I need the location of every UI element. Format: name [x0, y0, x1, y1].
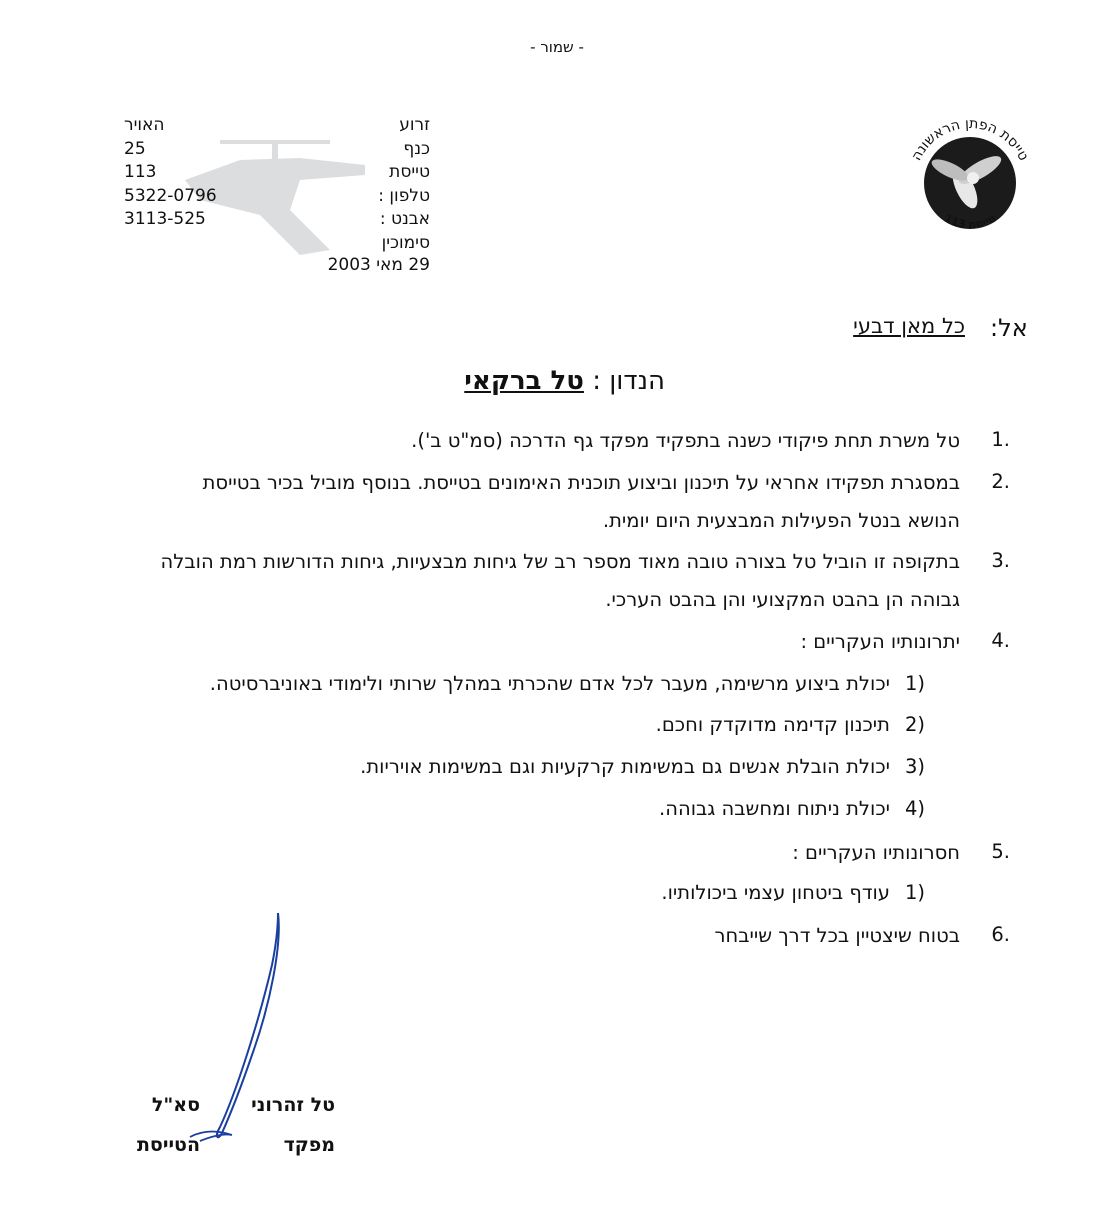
- label-phone: טלפון :: [378, 185, 430, 206]
- advantage-number: 4): [904, 797, 925, 820]
- subject-label: הנדון :: [592, 366, 665, 396]
- paragraph-line: בטוח שיצטיין בכל דרך שייבחר: [714, 924, 960, 947]
- paragraph-5: [90, 834, 960, 872]
- paragraph-number: 3.: [991, 549, 1010, 572]
- subject-line: [400, 366, 665, 396]
- paragraph-number: 6.: [991, 923, 1010, 946]
- emblem-bottom-text: טייסת 113: [942, 211, 998, 232]
- advantage-number: 2): [904, 713, 925, 736]
- paragraph-number: 5.: [991, 840, 1010, 863]
- label-avnet: אבנט :: [379, 209, 430, 229]
- advantage-item: יכולת הובלת אנשים גם במשימות קרקעיות וגם במשימות אויריות.: [360, 755, 890, 778]
- paragraph-3: [70, 543, 960, 619]
- advantage-number: 3): [904, 755, 925, 778]
- subject-name: טל ברקאי: [464, 366, 584, 396]
- value-avnet: 3113-525: [124, 209, 206, 229]
- classification-marking: - שמור -: [530, 38, 584, 56]
- label-wing: כנף: [403, 138, 430, 159]
- signer-unit: הטייסת: [136, 1134, 200, 1156]
- header-values: [124, 114, 234, 232]
- handwritten-signature: [160, 905, 300, 1155]
- addressee-label: אל:: [990, 314, 1028, 342]
- paragraph-line: טל משרת תחת פיקודי כשנה בתפקיד מפקד גף הדרכה (סמ"ט ב').: [411, 429, 960, 452]
- paragraph-line: יתרונותיו העקריים :: [800, 630, 960, 653]
- paragraph-4: [90, 623, 960, 661]
- letter-date: 29 מאי 2003: [327, 255, 430, 275]
- squadron-emblem-icon: [895, 108, 1045, 258]
- paragraph-number: 1.: [991, 428, 1010, 451]
- addressee-value: כל מאן דבעי: [853, 314, 965, 338]
- paragraph-line: חסרונותיו העקריים :: [792, 841, 960, 864]
- emblem-top-text: טייסת הפתן הראשונה: [908, 115, 1032, 164]
- signer-rank: סא"ל: [151, 1094, 200, 1116]
- advantage-item: תיכנון קדימה מדוקדק וחכם.: [655, 713, 890, 736]
- paragraph-line: גבוהה הן בהבט המקצועי והן בהבט הערכי.: [605, 588, 960, 611]
- label-arm: זרוע: [399, 115, 430, 135]
- paragraph-1: [90, 422, 960, 460]
- header-labels: [330, 114, 430, 255]
- disadvantage-number: 1): [904, 881, 925, 904]
- paragraph-line: בתקופה זו הוביל טל בצורה טובה מאוד מספר רב של גיחות מבצעיות, גיחות הדורשות רמת הובלה: [160, 550, 960, 573]
- label-squadron: טייסת: [389, 162, 430, 182]
- paragraph-2: [90, 464, 960, 540]
- advantage-item: יכולת ביצוע מרשימה, מעבר לכל אדם שהכרתי במהלך שרותי ולימודי באוניברסיטה.: [209, 672, 890, 695]
- value-phone: 5322-0796: [124, 185, 217, 206]
- signer-role: מפקד: [283, 1134, 335, 1156]
- value-wing: 25: [124, 138, 146, 159]
- signer-name: טל זהרוני: [251, 1094, 335, 1116]
- paragraph-number: 2.: [991, 470, 1010, 493]
- value-squadron: 113: [124, 162, 157, 182]
- paragraph-number: 4.: [991, 629, 1010, 652]
- advantage-number: 1): [904, 672, 925, 695]
- value-arm: האויר: [124, 115, 165, 135]
- paragraph-line: במסגרת תפקידו אחראי על תיכנון וביצוע תוכנית האימונים בטייסת. בנוסף מוביל בכיר בטייסת: [202, 471, 960, 494]
- label-reference: סימוכין: [381, 232, 430, 253]
- paragraph-line: הנושא בנטל הפעילות המבצעית היום יומית.: [602, 509, 960, 532]
- disadvantage-item: עודף ביטחון עצמי ביכולותיו.: [661, 881, 890, 904]
- advantage-item: יכולת ניתוח ומחשבה גבוהה.: [659, 797, 890, 820]
